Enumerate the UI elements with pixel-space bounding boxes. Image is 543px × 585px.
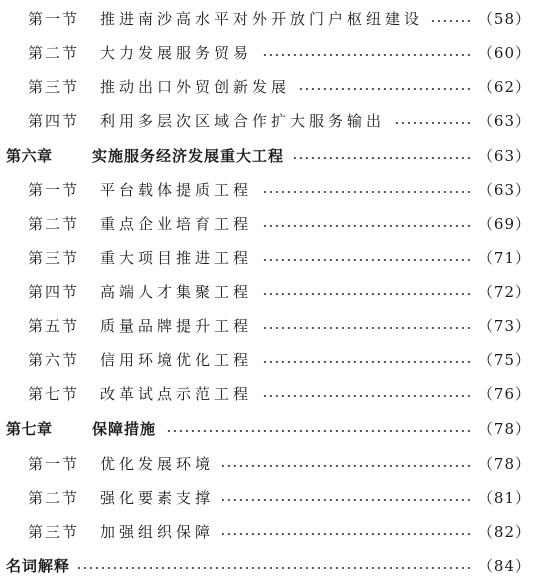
dot-leader [260, 395, 472, 397]
glossary-title: 名词解释 [6, 556, 71, 575]
entry-number: 第二节 [28, 214, 80, 233]
toc-entry[interactable] [0, 72, 543, 102]
entry-number: 第六节 [28, 350, 80, 369]
entry-page: （82） [477, 522, 531, 541]
chapter-number: 第六章 [6, 146, 53, 165]
entry-title: 重点企业培育工程 [100, 214, 253, 233]
dot-leader [222, 465, 472, 467]
chapter-title: 实施服务经济发展重大工程 [92, 146, 285, 165]
toc-chapter-entry[interactable] [0, 414, 543, 444]
entry-page: （78） [477, 454, 531, 473]
entry-page: （81） [477, 488, 531, 507]
entry-title: 信用环境优化工程 [100, 350, 253, 369]
entry-title: 利用多层次区域合作扩大服务输出 [100, 111, 386, 130]
dot-leader [393, 122, 472, 124]
chapter-number: 第七章 [6, 419, 53, 438]
toc-entry[interactable] [0, 311, 543, 341]
entry-page: （63） [477, 180, 531, 199]
entry-title: 强化要素支撑 [100, 488, 215, 507]
entry-page: （63） [477, 111, 531, 130]
toc-entry[interactable] [0, 243, 543, 273]
dot-leader [260, 225, 472, 227]
toc-entry[interactable] [0, 175, 543, 205]
dot-leader [260, 327, 472, 329]
entry-title: 平台载体提质工程 [100, 180, 253, 199]
toc-entry[interactable] [0, 483, 543, 513]
toc-entry[interactable] [0, 379, 543, 409]
dot-leader [431, 20, 472, 22]
entry-page: （69） [477, 214, 531, 233]
toc-entry[interactable] [0, 277, 543, 307]
entry-title: 高端人才集聚工程 [100, 282, 253, 301]
dot-leader [222, 533, 472, 535]
entry-page: （62） [477, 77, 531, 96]
entry-title: 推进南沙高水平对外开放门户枢纽建设 [100, 9, 424, 28]
dot-leader [260, 361, 472, 363]
entry-number: 第二节 [28, 488, 80, 507]
entry-number: 第二节 [28, 43, 80, 62]
entry-title: 加强组织保障 [100, 522, 215, 541]
entry-number: 第一节 [28, 9, 80, 28]
entry-title: 质量品牌提升工程 [100, 316, 253, 335]
toc-chapter-entry[interactable] [0, 141, 543, 171]
entry-number: 第三节 [28, 522, 80, 541]
dot-leader [260, 54, 472, 56]
entry-title: 优化发展环境 [100, 454, 215, 473]
entry-number: 第一节 [28, 180, 80, 199]
entry-page: （63） [477, 146, 531, 165]
dot-leader [260, 259, 472, 261]
toc-entry[interactable] [0, 38, 543, 68]
entry-title: 重大项目推进工程 [100, 248, 253, 267]
entry-page: （58） [477, 9, 531, 28]
entry-number: 第四节 [28, 282, 80, 301]
entry-page: （71） [477, 248, 531, 267]
toc-glossary-entry[interactable] [0, 551, 543, 581]
entry-page: （78） [477, 419, 531, 438]
entry-number: 第三节 [28, 248, 80, 267]
entry-title: 推动出口外贸创新发展 [100, 77, 291, 96]
entry-page: （84） [477, 556, 531, 575]
entry-number: 第五节 [28, 316, 80, 335]
entry-page: （72） [477, 282, 531, 301]
entry-page: （73） [477, 316, 531, 335]
dot-leader [298, 88, 472, 90]
toc-entry[interactable] [0, 517, 543, 547]
dot-leader [260, 191, 472, 193]
dot-leader [78, 567, 472, 569]
chapter-title: 保障措施 [92, 419, 157, 438]
dot-leader [222, 499, 472, 501]
entry-title: 改革试点示范工程 [100, 384, 253, 403]
entry-number: 第七节 [28, 384, 80, 403]
dot-leader [292, 157, 472, 159]
entry-page: （75） [477, 350, 531, 369]
toc-entry[interactable] [0, 4, 543, 34]
dot-leader [164, 430, 472, 432]
toc-entry[interactable] [0, 209, 543, 239]
toc-entry[interactable] [0, 106, 543, 136]
entry-page: （76） [477, 384, 531, 403]
entry-number: 第一节 [28, 454, 80, 473]
toc-entry[interactable] [0, 345, 543, 375]
entry-page: （60） [477, 43, 531, 62]
dot-leader [260, 293, 472, 295]
entry-title: 大力发展服务贸易 [100, 43, 253, 62]
entry-number: 第三节 [28, 77, 80, 96]
entry-number: 第四节 [28, 111, 80, 130]
toc-entry[interactable] [0, 449, 543, 479]
